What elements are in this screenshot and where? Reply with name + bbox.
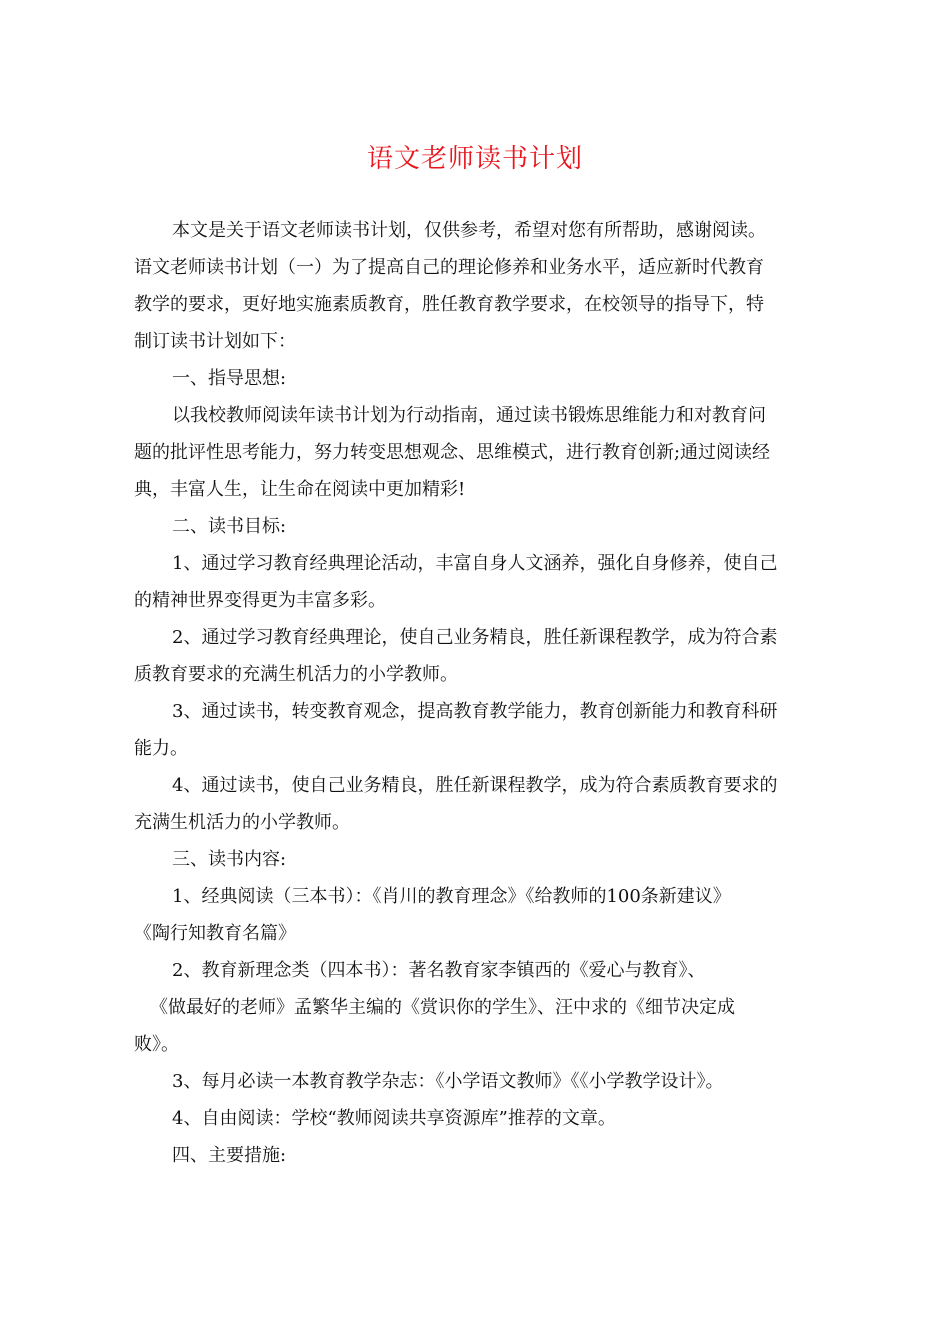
paragraph-line: 典，丰富人生，让生命在阅读中更加精彩! — [134, 479, 466, 500]
goal-item-1-continued: 的精神世界变得更为丰富多彩。 — [134, 590, 386, 611]
goal-item-2: 2、通过学习教育经典理论，使自己业务精良，胜任新课程教学，成为符合素 — [172, 627, 778, 648]
paragraph-line: 制订读书计划如下： — [134, 331, 296, 352]
paragraph-line: 教学的要求，更好地实施素质教育，胜任教育教学要求，在校领导的指导下，特 — [134, 294, 764, 315]
goal-item-1: 1、通过学习教育经典理论活动，丰富自身人文涵养，强化自身修养，使自己 — [172, 553, 778, 574]
section-heading-reading-goals: 二、读书目标: — [172, 516, 287, 537]
content-item-2-continued: 《做最好的老师》孟繁华主编的《赏识你的学生》、汪中求的《细节决定成 — [150, 997, 735, 1018]
paragraph-line: 题的批评性思考能力，努力转变思想观念、思维模式，进行教育创新;通过阅读经 — [134, 442, 771, 463]
section-heading-main-measures: 四、主要措施: — [172, 1145, 287, 1166]
paragraph-line: 语文老师读书计划（一）为了提高自己的理论修养和业务水平，适应新时代教育 — [134, 257, 764, 278]
goal-item-3: 3、通过读书，转变教育观念，提高教育教学能力，教育创新能力和教育科研 — [172, 701, 778, 722]
intro-line: 本文是关于语文老师读书计划，仅供参考，希望对您有所帮助，感谢阅读。 — [172, 220, 766, 241]
goal-item-3-continued: 能力。 — [134, 738, 188, 759]
document-body — [134, 212, 824, 1174]
section-heading-guiding-ideology: 一、指导思想: — [172, 368, 287, 389]
goal-item-4-continued: 充满生机活力的小学教师。 — [134, 812, 350, 833]
content-item-1: 1、经典阅读（三本书）：《肖川的教育理念》《给教师的100条新建议》 — [172, 886, 731, 907]
content-item-4: 4、自由阅读：学校“教师阅读共享资源库”推荐的文章。 — [172, 1108, 616, 1129]
document-title: 语文老师读书计划 — [366, 144, 583, 174]
content-item-2-end: 败》。 — [134, 1034, 179, 1055]
goal-item-2-continued: 质教育要求的充满生机活力的小学教师。 — [134, 664, 458, 685]
content-item-3: 3、每月必读一本教育教学杂志：《小学语文教师》《《小学教学设计》。 — [172, 1071, 724, 1092]
paragraph-line: 以我校教师阅读年读书计划为行动指南，通过读书锻炼思维能力和对教育问 — [172, 405, 766, 426]
goal-item-4: 4、通过读书，使自己业务精良，胜任新课程教学，成为符合素质教育要求的 — [172, 775, 778, 796]
content-item-1-continued: 《陶行知教育名篇》 — [134, 923, 296, 944]
content-item-2: 2、教育新理念类（四本书）：著名教育家李镇西的《爱心与教育》、 — [172, 960, 706, 981]
section-heading-reading-content: 三、读书内容: — [172, 849, 287, 870]
